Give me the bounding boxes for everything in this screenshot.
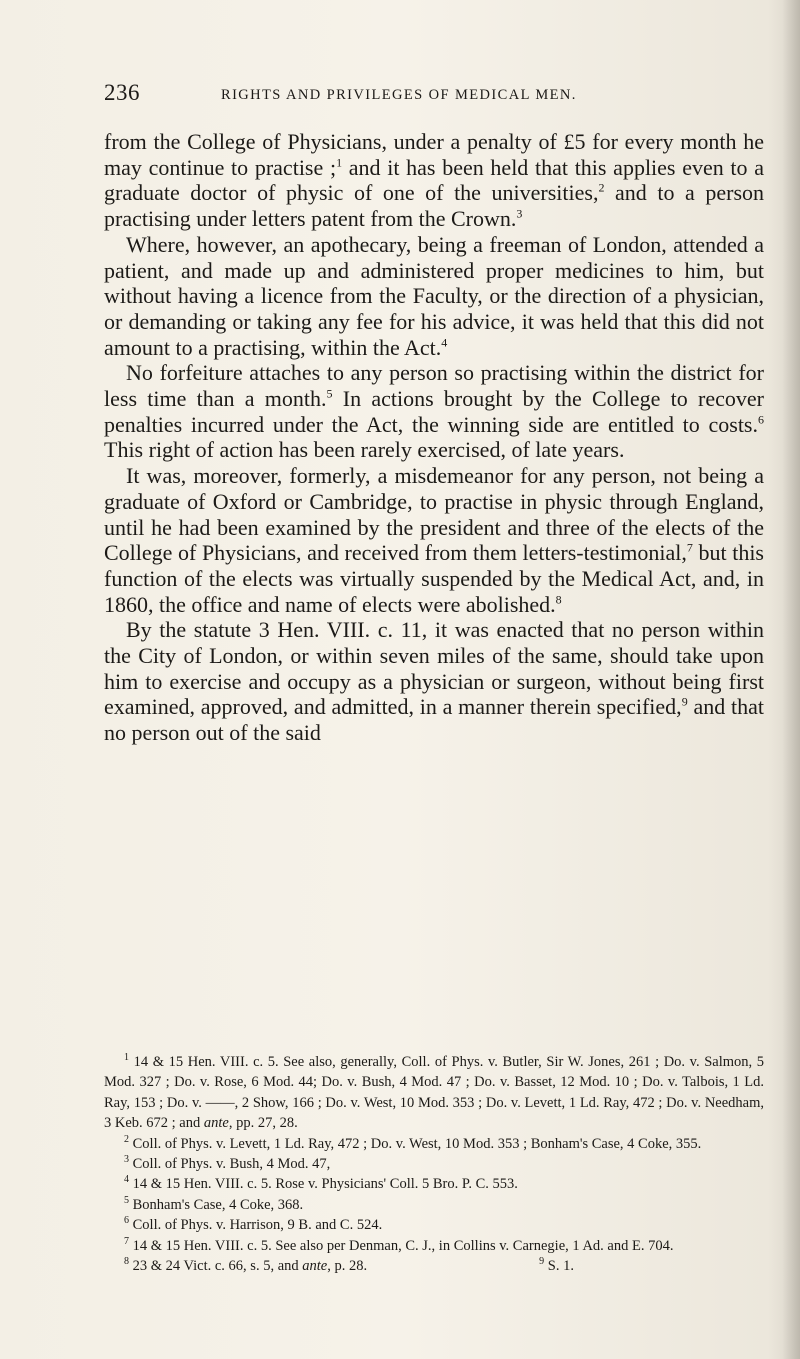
footnote-ref: 8 [555,592,562,607]
footnote-number: 7 [124,1235,129,1247]
text-run: Coll. of Phys. v. Bush, 4 Mod. 47, [132,1156,331,1173]
footnote [104,1215,764,1235]
paragraph [104,232,764,361]
body-text [104,129,764,746]
footnote-number: 9 [539,1256,545,1268]
text-run: 14 & 15 Hen. VIII. c. 5. See also, generally, Coll. of Phys. v. Butler, Sir W. Jones, 261 ; Do. v. Salmon, 5 Mod. 327 ; Do. v. Rose, 6 Mod. 44; Do. v. Bush, 4 Mod. 47 ; Do. v. Basset, 12 Mod. 10 ; Do. v. Talbois, 1 Ld. Ray, 153 ; Do. v. ——, 2 Show, 166 ; Do. v. West, 10 Mod. 353 ; Do. v. Levett, 1 Ld. Ray, 472 ; Do. v. Needham, 3 Keb. 672 ; and [104,1054,765,1132]
text-run: and that no person out of the said [104,694,764,746]
footnote-ref: 7 [686,540,693,555]
text-run: 14 & 15 Hen. VIII. c. 5. Rose v. Physicians' Coll. 5 Bro. P. C. 553. [132,1176,518,1193]
footnote-number: 1 [124,1052,129,1064]
footnote-number: 6 [124,1215,129,1227]
footnote-number: 8 [124,1256,129,1268]
footnote-ref: 5 [326,386,333,401]
text-run: 23 & 24 Vict. c. 66, s. 5, and [132,1258,303,1275]
footnote [539,1256,574,1276]
page-number: 236 [104,80,140,105]
text-run: Coll. of Phys. v. Levett, 1 Ld. Ray, 472 ; Do. v. West, 10 Mod. 353 ; Bonham's Case, 4 Coke, 355. [132,1135,702,1152]
text-run: No forfeiture attaches to any person so practising within the district for less time than a month. [104,360,764,412]
italic-text: ante [302,1258,328,1275]
text-run: and to a person practising under letters patent from the Crown. [104,180,765,232]
paragraph [104,360,764,463]
text-run: By the statute 3 Hen. VIII. c. 11, it was enacted that no person within the City of London, or within seven miles of the same, should take upon him to exercise and occupy as a physician or surgeon, without being first examined, approved, and admitted, in a manner therein specified, [104,617,764,720]
text-run: Where, however, an apothecary, being a freeman of London, attended a patient, and made up and administered proper medicines to him, but without having a licence from the Faculty, or the direction of a physician, or demanding or taking any fee for his advice, it was held that this did not amount to a practising, within the Act. [104,231,764,360]
text-run: This right of action has been rarely exercised, of late years. [104,437,625,463]
text-run: Coll. of Phys. v. Harrison, 9 B. and C. 524. [132,1217,383,1234]
footnote [124,1256,367,1276]
footnote-ref: 4 [441,335,448,350]
running-title: RIGHTS AND PRIVILEGES OF MEDICAL MEN. [221,87,577,103]
paragraph [104,463,764,617]
footnote-last-line [104,1256,764,1276]
footnote-ref: 9 [681,695,688,710]
paragraph [104,617,764,746]
footnote-number: 2 [124,1133,129,1145]
text-run: from the College of Physicians, under a penalty of £5 for every month he may continue to practise ; [104,129,764,180]
italic-text: ante [203,1115,229,1132]
footnote [104,1052,764,1134]
footnote [104,1174,764,1194]
text-run: but this function of the elects was virtually suspended by the Medical Act, and, in 1860, the office and name of elects were abolished. [104,540,764,617]
paragraph [104,129,764,232]
footnote-ref: 2 [598,181,605,196]
text-run: and it has been held that this applies even to a graduate doctor of physic of one of the universities, [104,154,765,206]
footnote-ref: 1 [336,155,343,170]
footnote-number: 3 [124,1154,129,1166]
footnote-number: 5 [124,1195,129,1207]
text-run: In actions brought by the College to recover penalties incurred under the Act, the winning side are entitled to costs. [104,386,764,437]
footnote [104,1195,764,1215]
footnote [104,1154,764,1174]
footnote-ref: 6 [758,412,764,427]
footnotes [104,1052,764,1276]
footnote [104,1236,764,1256]
running-head [104,80,744,110]
text-run: , pp. 27, 28. [228,1115,298,1132]
text-run: Bonham's Case, 4 Coke, 368. [132,1196,304,1213]
text-run: S. 1. [547,1258,574,1275]
text-run: 14 & 15 Hen. VIII. c. 5. See also per Denman, C. J., in Collins v. Carnegie, 1 Ad. and E. 704. [132,1237,674,1254]
footnote-number: 4 [124,1174,129,1186]
footnote-ref: 3 [516,206,523,221]
text-run: It was, moreover, formerly, a misdemeanor for any person, not being a graduate of Oxford or Cambridge, to practise in physic through England, until he had been examined by the president and three of the elects of the College of Physicians, and received from them letters-testimonial, [104,463,764,566]
text-run: , p. 28. [327,1258,368,1275]
page-edge-shadow [782,0,800,1359]
footnote [104,1134,764,1154]
